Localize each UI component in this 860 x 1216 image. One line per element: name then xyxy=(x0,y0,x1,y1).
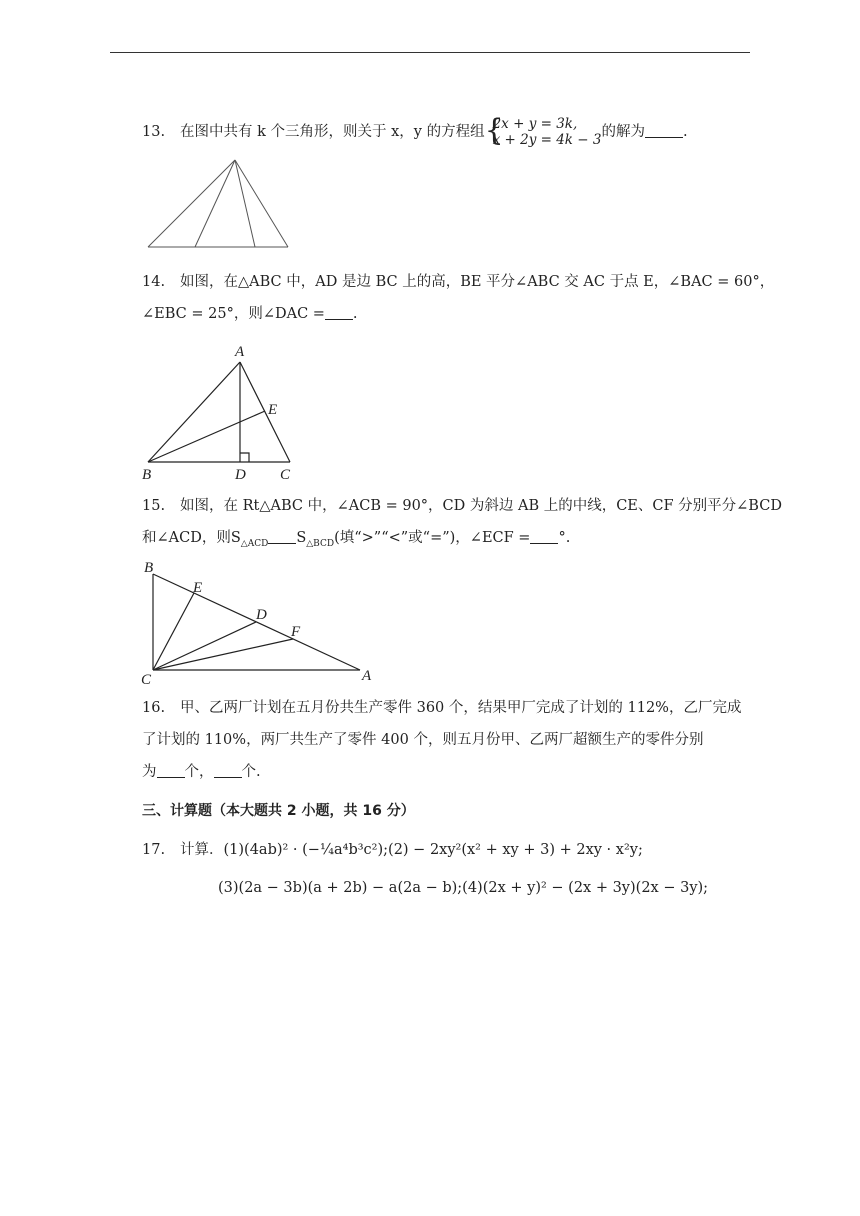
figure-13-triangles xyxy=(140,155,300,255)
question-text: ∠EBC = 25°，则∠DAC = xyxy=(142,306,325,322)
question-text: 为 xyxy=(142,764,157,780)
question-text: 个， xyxy=(184,764,214,780)
label-A: A xyxy=(235,344,245,360)
question-text: 计算．(1)(4ab)² · (−¼a⁴b³c²);(2) − 2xy²(x² + xy + 3) + 2xy · x²y; xyxy=(180,842,643,858)
question-16-line2 xyxy=(142,730,703,750)
label-B: B xyxy=(144,560,154,576)
question-16-line3 xyxy=(142,762,261,782)
question-text: (填“>”“<”或“=”)，∠ECF = xyxy=(334,530,531,546)
question-16 xyxy=(142,698,741,718)
section-heading: 三、计算题（本大题共 2 小题，共 16 分） xyxy=(142,803,415,819)
question-text: 个. xyxy=(241,764,261,780)
question-13 xyxy=(142,113,688,148)
question-text: 和∠ACD，则S xyxy=(142,530,241,546)
label-D: D xyxy=(235,467,246,483)
question-17 xyxy=(142,840,643,860)
equation-2: x + 2y = 4k − 3 xyxy=(492,132,602,148)
question-15-line2 xyxy=(142,528,570,554)
label-D: D xyxy=(256,607,267,623)
question-14-line2 xyxy=(142,304,358,324)
question-text: 了计划的 110%，两厂共生产了零件 400 个，则五月份甲、乙两厂超额生产的零件分别 xyxy=(142,732,704,748)
question-number: 13. xyxy=(142,124,166,140)
answer-blank[interactable] xyxy=(645,123,683,138)
question-number: 14. xyxy=(142,274,166,290)
answer-blank[interactable] xyxy=(268,529,296,544)
question-text-post: 的解为 xyxy=(601,124,645,140)
question-text: 在图中共有 k 个三角形，则关于 x，y 的方程组 xyxy=(180,124,485,140)
figure-14-triangle xyxy=(140,338,300,484)
label-E: E xyxy=(193,580,203,596)
header-rule xyxy=(110,52,750,53)
label-B: B xyxy=(142,467,152,483)
answer-blank[interactable] xyxy=(157,763,185,778)
question-text: (3)(2a − 3b)(a + 2b) − a(2a − b);(4)(2x + y)² − (2x + 3y)(2x − 3y); xyxy=(218,880,709,896)
period: . xyxy=(682,124,688,140)
figure-15-right-triangle xyxy=(138,556,378,686)
question-14 xyxy=(142,272,774,292)
equation-system xyxy=(484,113,602,148)
answer-blank[interactable] xyxy=(530,529,558,544)
period: . xyxy=(352,306,358,322)
label-C: C xyxy=(280,467,291,483)
question-text: °. xyxy=(558,530,571,546)
question-text: S xyxy=(296,530,307,546)
label-C: C xyxy=(141,672,152,686)
question-number: 17. xyxy=(142,842,166,858)
question-15 xyxy=(142,496,782,516)
question-number: 16. xyxy=(142,700,166,716)
label-A: A xyxy=(362,668,372,684)
answer-blank[interactable] xyxy=(214,763,242,778)
answer-blank[interactable] xyxy=(325,305,353,320)
fig13-cevian xyxy=(235,160,255,247)
question-17-line2 xyxy=(218,878,708,898)
fig13-edge xyxy=(148,160,235,247)
question-text: 甲、乙两厂计划在五月份共生产零件 360 个，结果甲厂完成了计划的 112%，乙厂完成 xyxy=(180,700,742,716)
subscript: △ACD xyxy=(240,538,269,549)
question-number: 15. xyxy=(142,498,166,514)
question-text: 如图，在△ABC 中，AD 是边 BC 上的高，BE 平分∠ABC 交 AC 于点 E，∠BAC = 60°， xyxy=(180,274,775,290)
brace-icon: { xyxy=(484,113,504,148)
equation-1: 2x + y = 3k, xyxy=(492,116,578,132)
subscript: △BCD xyxy=(306,538,335,549)
label-E: E xyxy=(268,402,278,418)
fig13-cevian xyxy=(195,160,235,247)
question-text: 如图，在 Rt△ABC 中，∠ACB = 90°，CD 为斜边 AB 上的中线，CE、CF 分别平分∠BCD xyxy=(180,498,782,514)
fig13-edge xyxy=(235,160,288,247)
label-F: F xyxy=(291,624,301,640)
